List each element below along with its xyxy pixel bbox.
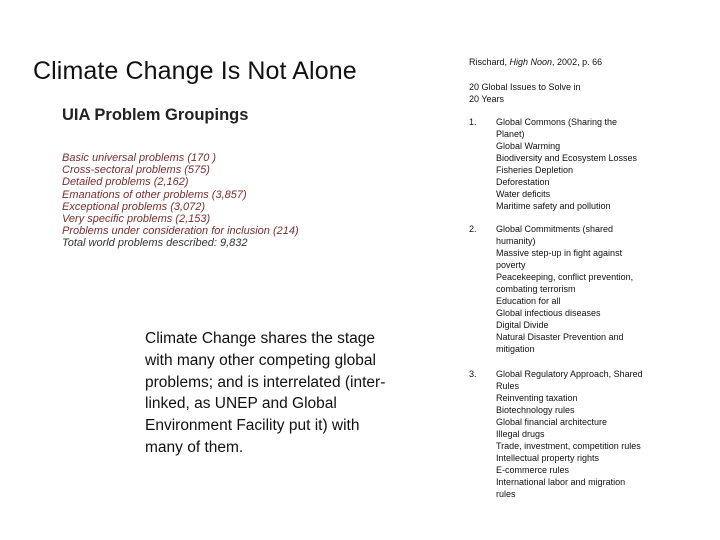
group-line: Global Regulatory Approach, Shared [496,369,643,379]
group-line: Maritime safety and pollution [496,201,611,211]
uia-total: Total world problems described: 9,832 [62,237,248,250]
uia-item: Exceptional problems (3,072) [62,200,206,213]
group-line: International labor and migration [496,477,626,487]
uia-heading: UIA Problem Groupings [62,106,249,124]
group-line: Peacekeeping, conflict prevention, [496,272,634,282]
group-line: E-commerce rules [496,465,570,475]
group-line: Trade, investment, competition rules [496,441,641,451]
reference-author: Rischard, [469,57,510,67]
group-line: Massive step-up in fight against [496,248,623,258]
group-line: poverty [496,260,526,270]
uia-item: Problems under consideration for inclusion (214) [62,225,299,238]
group-line: humanity) [496,236,536,246]
group-line: Natural Disaster Prevention and [496,332,624,342]
group-number: 1. [469,117,477,127]
group-line: Biodiversity and Ecosystem Losses [496,153,638,163]
group-line: Biotechnology rules [496,405,575,415]
uia-item: Emanations of other problems (3,857) [62,188,247,201]
group-line: Rules [496,381,520,391]
uia-item: Detailed problems (2,162) [62,176,189,189]
group-line: Water deficits [496,189,551,199]
group-line: Illegal drugs [496,429,545,439]
group-line: combating terrorism [496,284,576,294]
slide-title: Climate Change Is Not Alone [33,56,357,85]
group-line: Global infectious diseases [496,308,601,318]
group-line: Global financial architecture [496,417,608,427]
uia-list [62,152,362,250]
group-line: rules [496,489,516,499]
issue-group-2 [469,223,669,355]
uia-item: Basic universal problems (170 ) [62,152,217,164]
group-number: 3. [469,369,477,379]
issue-group-1 [469,116,669,212]
group-line: Digital Divide [496,320,549,330]
group-line: Deforestation [496,177,550,187]
group-line: Planet) [496,129,525,139]
uia-item: Very specific problems (2,153) [62,213,211,226]
group-number: 2. [469,224,477,234]
group-line: Reinventing taxation [496,393,578,403]
group-line: Education for all [496,296,561,306]
group-line: mitigation [496,344,535,354]
body-text: Climate Change shares the stage with many other competing global problems; and is interrelated (inter-linked, as UNEP and Global Environment Facility put it) with many of them. [145,330,386,456]
issues-heading: 20 Global Issues to Solve in 20 Years [469,82,581,104]
uia-item: Cross-sectoral problems (575) [62,164,210,177]
group-line: Global Commons (Sharing the [496,117,618,127]
group-line: Intellectual property rights [496,453,600,463]
reference-citation [469,57,602,67]
group-line: Fisheries Depletion [496,165,574,175]
group-line: Global Warming [496,141,561,151]
uia-problem-groupings [62,106,362,250]
reference-rest: , 2002, p. 66 [552,57,603,67]
reference-book: High Noon [509,57,553,67]
group-line: Global Commitments (shared [496,224,614,234]
issue-group-3 [469,368,669,500]
